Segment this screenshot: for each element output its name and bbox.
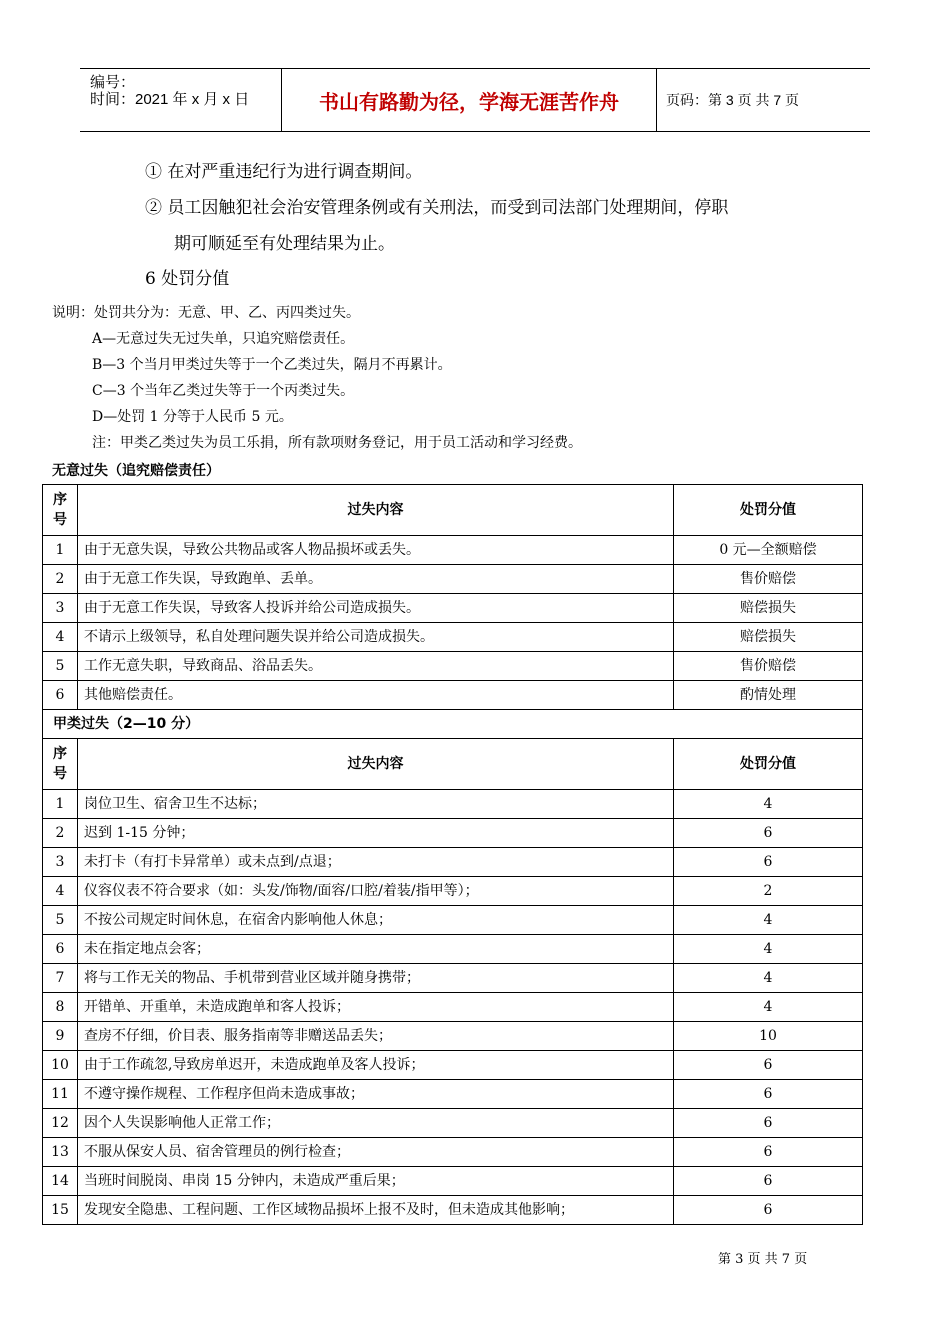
note-c: C—3 个当年乙类过失等于一个丙类过失。 [92, 383, 355, 399]
row-penalty: 赔偿损失 [674, 623, 863, 652]
row-penalty: 酌情处理 [674, 681, 863, 710]
row-content: 由于工作疏忽,导致房单迟开，未造成跑单及客人投诉； [78, 1051, 674, 1080]
table-row [43, 1167, 863, 1196]
row-number: 3 [43, 848, 78, 877]
row-content: 查房不仔细，价目表、服务指南等非赠送品丢失； [78, 1022, 674, 1051]
row-number: 4 [43, 877, 78, 906]
note-a: A—无意过失无过失单，只追究赔偿责任。 [92, 331, 355, 347]
table-row [43, 935, 863, 964]
row-penalty: 6 [674, 1109, 863, 1138]
row-penalty: 6 [674, 848, 863, 877]
row-content: 由于无意工作失误，导致客人投诉并给公司造成损失。 [78, 594, 674, 623]
row-penalty: 4 [674, 790, 863, 819]
table-header-row [43, 739, 863, 790]
row-penalty: 4 [674, 935, 863, 964]
row-penalty: 2 [674, 877, 863, 906]
row-penalty: 6 [674, 1080, 863, 1109]
row-penalty: 售价赔偿 [674, 565, 863, 594]
section-heading-6: 6 处罚分值 [145, 269, 230, 289]
row-number: 3 [43, 594, 78, 623]
table-row [43, 1138, 863, 1167]
row-number: 12 [43, 1109, 78, 1138]
row-number: 1 [43, 536, 78, 565]
note-d: D—处罚 1 分等于人民币 5 元。 [92, 409, 293, 425]
row-number: 2 [43, 565, 78, 594]
row-number: 15 [43, 1196, 78, 1225]
time-label: 时间：2021 年 x 月 x 日 [90, 91, 250, 108]
table-row [43, 993, 863, 1022]
note-b: B—3 个当月甲类过失等于一个乙类过失，隔月不再累计。 [92, 357, 452, 373]
row-number: 5 [43, 906, 78, 935]
row-content: 由于无意工作失误，导致跑单、丢单。 [78, 565, 674, 594]
row-number: 2 [43, 819, 78, 848]
row-number: 9 [43, 1022, 78, 1051]
table-row [43, 906, 863, 935]
clause-item-2-line2: 期可顺延至有处理结果为止。 [174, 234, 395, 254]
header-page-label: 页码：第 3 页 共 7 页 [666, 92, 800, 108]
row-content: 开错单、开重单，未造成跑单和客人投诉； [78, 993, 674, 1022]
table-row [43, 1109, 863, 1138]
table-row [43, 565, 863, 594]
col-penalty-header: 处罚分值 [674, 739, 863, 790]
row-penalty: 4 [674, 964, 863, 993]
row-penalty: 6 [674, 1196, 863, 1225]
row-content: 不服从保安人员、宿舍管理员的例行检查； [78, 1138, 674, 1167]
row-number: 14 [43, 1167, 78, 1196]
row-content: 迟到 1-15 分钟； [78, 819, 674, 848]
row-number: 10 [43, 1051, 78, 1080]
row-content: 将与工作无关的物品、手机带到营业区域并随身携带； [78, 964, 674, 993]
table-row [43, 536, 863, 565]
row-content: 未在指定地点会客； [78, 935, 674, 964]
number-label: 编号： [90, 74, 136, 91]
table-row [43, 1022, 863, 1051]
table-row [43, 964, 863, 993]
class-a-section-row [43, 710, 863, 739]
row-penalty: 0 元—全额赔偿 [674, 536, 863, 565]
table-row [43, 594, 863, 623]
clause-item-2-line1: ② 员工因触犯社会治安管理条例或有关刑法，而受到司法部门处理期间，停职 [145, 198, 729, 218]
table-row [43, 1196, 863, 1225]
col-seq-header: 序 号 [43, 739, 78, 790]
row-content: 发现安全隐患、工程问题、工作区域物品损坏上报不及时，但未造成其他影响； [78, 1196, 674, 1225]
row-content: 仪容仪表不符合要求（如：头发/饰物/面容/口腔/着装/指甲等）； [78, 877, 674, 906]
row-number: 11 [43, 1080, 78, 1109]
row-number: 8 [43, 993, 78, 1022]
table-row [43, 623, 863, 652]
table-row [43, 1080, 863, 1109]
row-penalty: 6 [674, 1167, 863, 1196]
table-row [43, 1051, 863, 1080]
table-header-row [43, 485, 863, 536]
row-penalty: 4 [674, 993, 863, 1022]
table-row [43, 848, 863, 877]
row-content: 不按公司规定时间休息，在宿舍内影响他人休息； [78, 906, 674, 935]
row-content: 未打卡（有打卡异常单）或未点到/点退； [78, 848, 674, 877]
row-penalty: 4 [674, 906, 863, 935]
row-number: 13 [43, 1138, 78, 1167]
row-content: 不请示上级领导，私自处理问题失误并给公司造成损失。 [78, 623, 674, 652]
row-content: 当班时间脱岗、串岗 15 分钟内，未造成严重后果； [78, 1167, 674, 1196]
row-penalty: 6 [674, 1051, 863, 1080]
row-penalty: 10 [674, 1022, 863, 1051]
class-a-title: 甲类过失（2—10 分） [43, 710, 863, 739]
row-penalty: 6 [674, 1138, 863, 1167]
row-number: 6 [43, 681, 78, 710]
col-content-header: 过失内容 [78, 485, 674, 536]
note-zhu: 注：甲类乙类过失为员工乐捐，所有款项财务登记，用于员工活动和学习经费。 [92, 435, 582, 451]
row-content: 因个人失误影响他人正常工作； [78, 1109, 674, 1138]
row-penalty: 赔偿损失 [674, 594, 863, 623]
row-penalty: 售价赔偿 [674, 652, 863, 681]
table-row [43, 790, 863, 819]
table-row [43, 652, 863, 681]
header-meta [80, 69, 280, 131]
page-footer: 第 3 页 共 7 页 [718, 1252, 808, 1267]
row-number: 4 [43, 623, 78, 652]
unintentional-title: 无意过失（追究赔偿责任） [52, 463, 220, 479]
col-penalty-header: 处罚分值 [674, 485, 863, 536]
row-number: 6 [43, 935, 78, 964]
row-number: 7 [43, 964, 78, 993]
penalty-table [42, 484, 863, 1225]
note-intro: 说明：处罚共分为：无意、甲、乙、丙四类过失。 [52, 305, 360, 321]
header-motto: 书山有路勤为径，学海无涯苦作舟 [281, 69, 657, 131]
row-content: 不遵守操作规程、工作程序但尚未造成事故； [78, 1080, 674, 1109]
row-number: 1 [43, 790, 78, 819]
row-content: 工作无意失职，导致商品、浴品丢失。 [78, 652, 674, 681]
row-content: 由于无意失误，导致公共物品或客人物品损坏或丢失。 [78, 536, 674, 565]
col-content-header: 过失内容 [78, 739, 674, 790]
row-number: 5 [43, 652, 78, 681]
table-row [43, 819, 863, 848]
clause-item-1: ① 在对严重违纪行为进行调查期间。 [145, 162, 423, 182]
document-header [80, 68, 870, 132]
table-row [43, 877, 863, 906]
row-content: 其他赔偿责任。 [78, 681, 674, 710]
col-seq-header: 序 号 [43, 485, 78, 536]
row-penalty: 6 [674, 819, 863, 848]
row-content: 岗位卫生、宿舍卫生不达标； [78, 790, 674, 819]
table-row [43, 681, 863, 710]
